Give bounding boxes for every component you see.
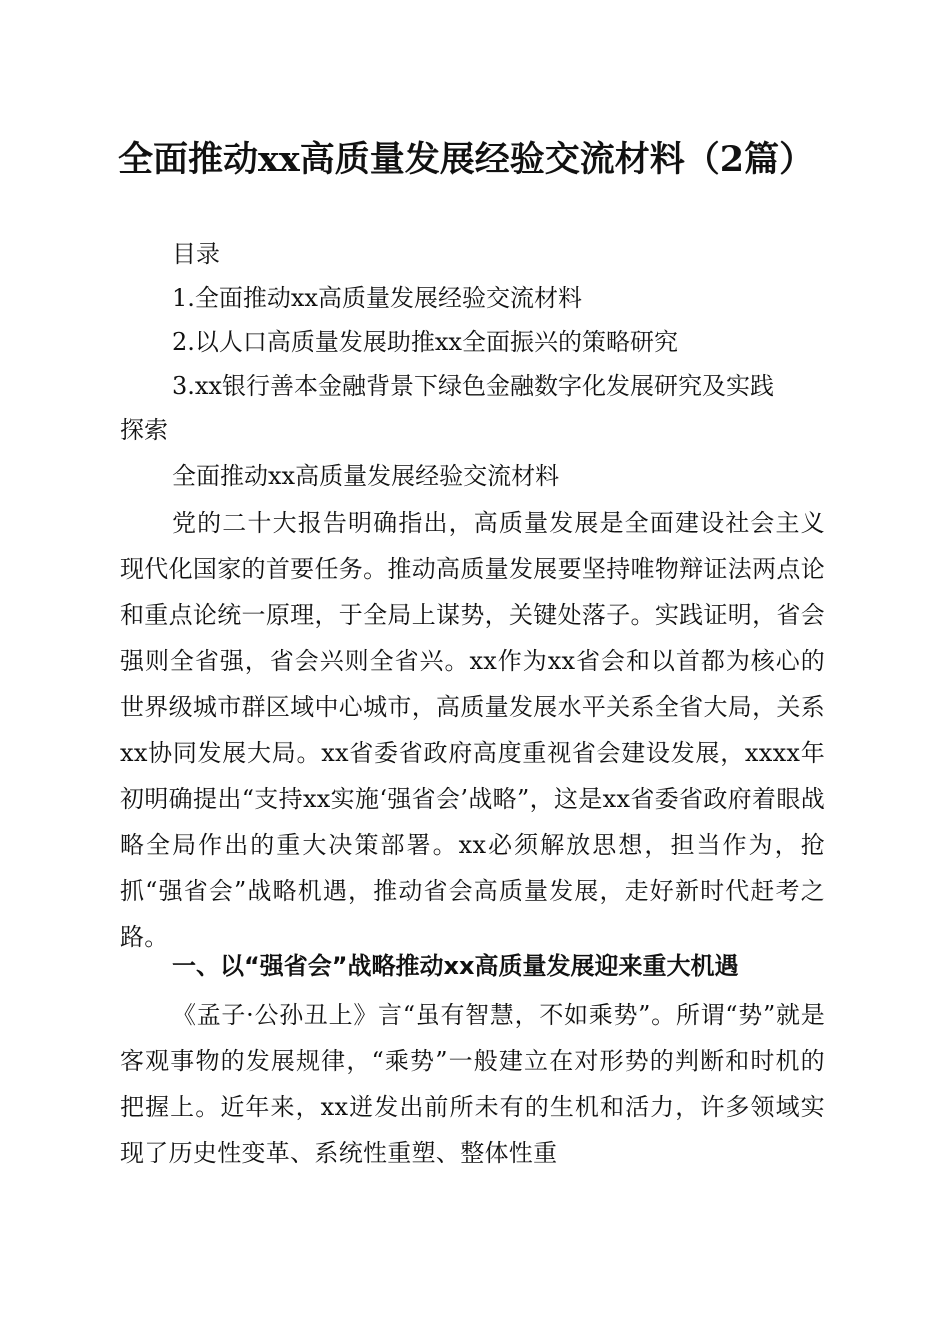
toc-item-1: 1.全面推动xx高质量发展经验交流材料 bbox=[172, 284, 582, 312]
toc-item-3-continued: 探索 bbox=[120, 416, 168, 444]
article-title: 全面推动xx高质量发展经验交流材料 bbox=[172, 462, 560, 490]
toc-heading: 目录 bbox=[172, 240, 220, 268]
section-heading-1: 一、以“强省会”战略推动xx高质量发展迎来重大机遇 bbox=[172, 952, 739, 980]
paragraph-1: 党的二十大报告明确指出，高质量发展是全面建设社会主义现代化国家的首要任务。推动高质量发展要坚持唯物辩证法两点论和重点论统一原理，于全局上谋势，关键处落子。实践证明，省会强则全省强，省会兴则全省兴。xx作为xx省会和以首都为核心的世界级城市群区域中心城市，高质量发展水平关系全省大局，关系xx协同发展大局。xx省委省政府高度重视省会建设发展，xxxx年初明确提出“支持xx实施‘强省会’战略”，这是xx省委省政府着眼战略全局作出的重大决策部署。xx必须解放思想，担当作为，抢抓“强省会”战略机遇，推动省会高质量发展，走好新时代赶考之路。 bbox=[120, 509, 825, 951]
document-title: 全面推动xx高质量发展经验交流材料（2篇） bbox=[118, 139, 815, 180]
toc-item-3: 3.xx银行善本金融背景下绿色金融数字化发展研究及实践 bbox=[172, 372, 774, 400]
toc-item-2: 2.以人口高质量发展助推xx全面振兴的策略研究 bbox=[172, 328, 678, 356]
paragraph-2: 《孟子·公孙丑上》言“虽有智慧，不如乘势”。所谓“势”就是客观事物的发展规律，“乘势”一般建立在对形势的判断和时机的把握上。近年来，xx迸发出前所未有的生机和活力，许多领域实现了历史性变革、系统性重塑、整体性重 bbox=[120, 1001, 825, 1167]
